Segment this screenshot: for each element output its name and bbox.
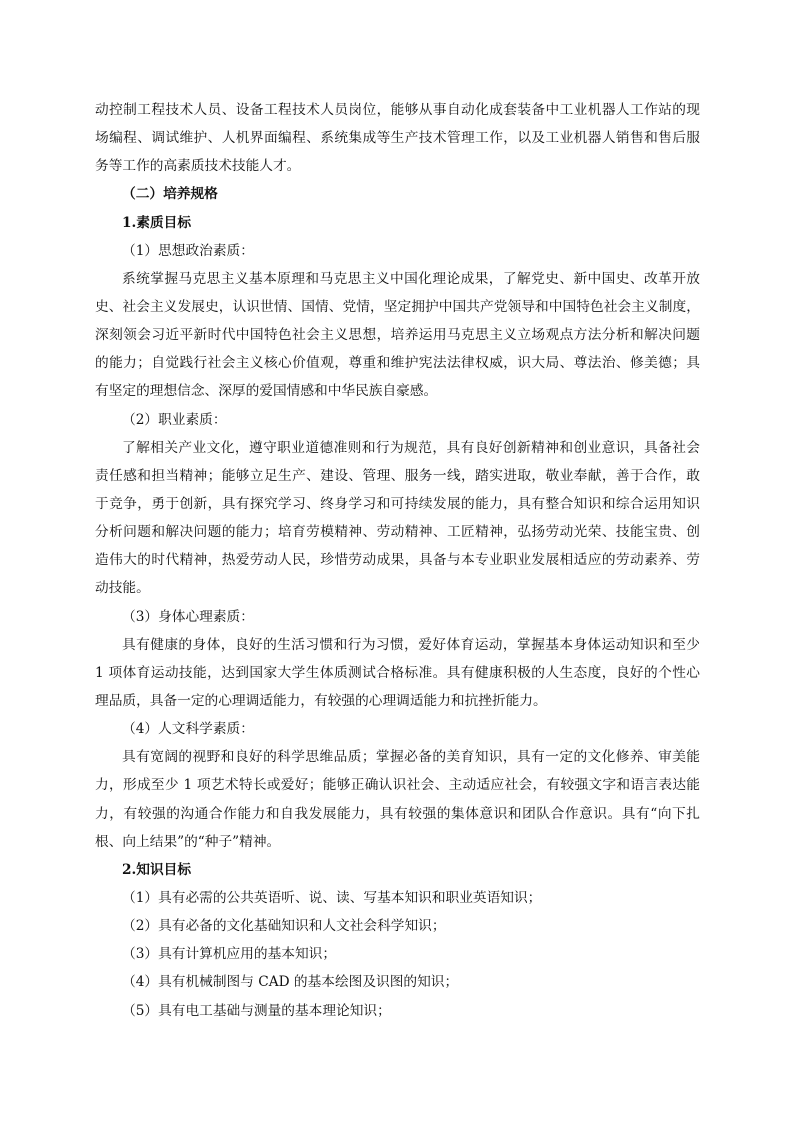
paragraph-line: 动技能。 (95, 580, 150, 597)
paragraph-line: 根、向上结果”的“种子”精神。 (95, 833, 281, 850)
knowledge-item: （3）具有计算机应用的基本知识； (122, 946, 337, 963)
paragraph-line: 理品质，具备一定的心理调适能力，有较强的心理调适能力和抗挫折能力。 (95, 692, 547, 709)
item-label: （2）职业素质： (122, 411, 227, 428)
subsection-heading: 1.素质目标 (122, 214, 192, 231)
paragraph-line: 深刻领会习近平新时代中国特色社会主义思想，培养运用马克思主义立场观点方法分析和解决问题 (95, 327, 700, 344)
document-page (95, 96, 700, 1025)
paragraph-line: 1 项体育运动技能，达到国家大学生体质测试合格标准。具有健康积极的人生态度，良好的个性心 (95, 664, 700, 681)
paragraph-line: 责任感和担当精神；能够立足生产、建设、管理、服务一线，踏实进取，敬业奉献，善于合作，敢 (95, 467, 700, 484)
paragraph-line: 造伟大的时代精神，热爱劳动人民，珍惜劳动成果，具备与本专业职业发展相适应的劳动素养、劳 (95, 552, 700, 569)
paragraph-line: 史、社会主义发展史，认识世情、国情、党情，坚定拥护中国共产党领导和中国特色社会主义制度， (95, 298, 700, 315)
knowledge-item: （4）具有机械制图与 CAD 的基本绘图及识图的知识； (122, 974, 459, 991)
section-title: （二）培养规格 (122, 186, 218, 203)
paragraph-line: 于竞争，勇于创新，具有探究学习、终身学习和可持续发展的能力，具有整合知识和综合运用知识 (95, 495, 700, 512)
item-label: （1）思想政治素质： (122, 242, 254, 259)
paragraph-line: 具有健康的身体，良好的生活习惯和行为习惯，爱好体育运动，掌握基本身体运动知识和至少 (122, 636, 700, 653)
paragraph-line: 力，有较强的沟通合作能力和自我发展能力，具有较强的集体意识和团队合作意识。具有“向下扎 (95, 805, 700, 822)
paragraph-line: 有坚定的理想信念、深厚的爱国情感和中华民族自豪感。 (95, 383, 438, 400)
intro-line: 动控制工程技术人员、设备工程技术人员岗位，能够从事自动化成套装备中工业机器人工作站的现 (95, 102, 700, 118)
paragraph-line: 具有宽阔的视野和良好的科学思维品质；掌握必备的美育知识，具有一定的文化修养、审美能 (122, 749, 700, 766)
item-label: （3）身体心理素质： (122, 608, 254, 625)
item-label: （4）人文科学素质： (122, 721, 254, 738)
intro-line: 务等工作的高素质技术技能人才。 (95, 158, 301, 175)
paragraph-line: 的能力；自觉践行社会主义核心价值观，尊重和维护宪法法律权威，识大局、尊法治、修美德；具 (95, 355, 700, 372)
paragraph-line: 了解相关产业文化，遵守职业道德准则和行为规范，具有良好创新精神和创业意识，具备社会 (122, 439, 700, 456)
paragraph-line: 系统掌握马克思主义基本原理和马克思主义中国化理论成果，了解党史、新中国史、改革开放 (122, 270, 700, 287)
intro-line: 场编程、调试维护、人机界面编程、系统集成等生产技术管理工作，以及工业机器人销售和售后服 (95, 130, 700, 147)
paragraph-line: 力，形成至少 1 项艺术特长或爱好；能够正确认识社会、主动适应社会，有较强文字和语言表达能 (95, 777, 700, 794)
subsection-heading: 2.知识目标 (122, 861, 192, 878)
knowledge-item: （2）具有必备的文化基础知识和人文社会科学知识； (122, 918, 446, 935)
knowledge-item: （5）具有电工基础与测量的基本理论知识； (122, 1002, 391, 1019)
knowledge-item: （1）具有必需的公共英语听、说、读、写基本知识和职业英语知识； (122, 889, 542, 906)
paragraph-line: 分析问题和解决问题的能力；培育劳模精神、劳动精神、工匠精神，弘扬劳动光荣、技能宝贵、创 (95, 524, 700, 541)
